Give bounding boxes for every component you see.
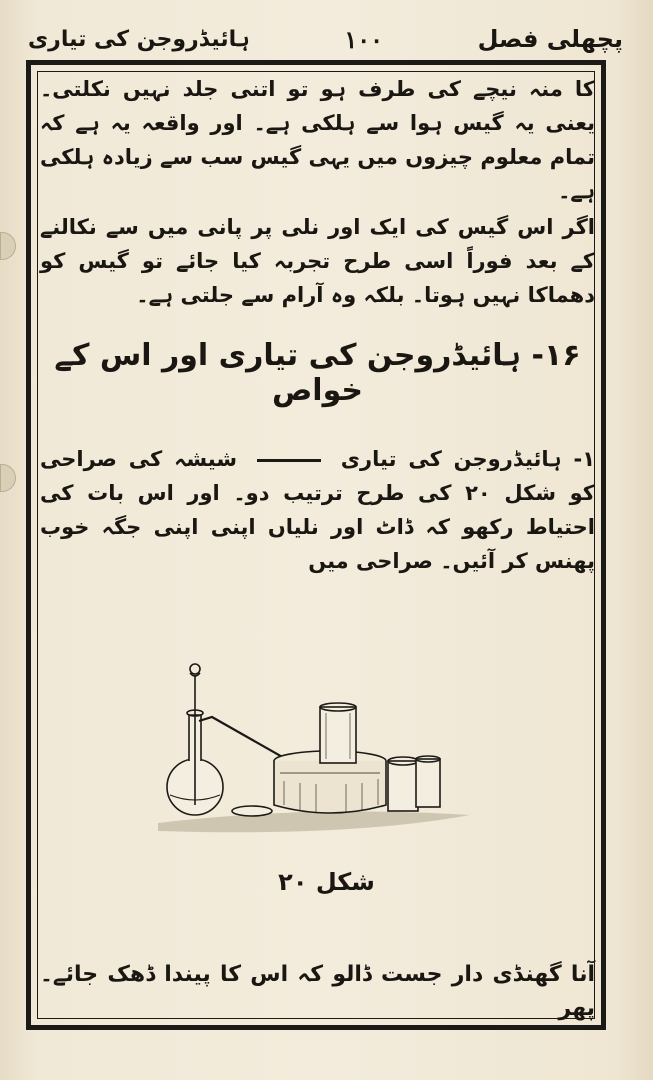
side-jar-icon	[388, 756, 440, 811]
ground-shadow	[158, 811, 470, 832]
page-header	[28, 22, 623, 56]
dash-separator	[257, 459, 321, 462]
bottom-paragraph: آنا گھنڈی دار جست ڈالو کہ اس کا پیندا ڈھک جائے۔ پھر	[40, 962, 595, 1021]
preparation-paragraph	[40, 442, 595, 578]
figure-caption: شکل ۲۰	[278, 868, 375, 896]
apparatus-illustration	[150, 655, 480, 845]
preparation-text: شیشہ کی صراحی کو شکل ۲۰ کی طرح ترتیب دو۔ اور اس بات کی احتیاط رکھو کہ ڈاٹ اور نلیاں اپنی اپنی جگہ خوب پھنس کر آئیں۔ صراحی میں	[40, 447, 595, 573]
binding-edge-mark	[0, 232, 16, 260]
section-heading: ۱۶- ہائیڈروجن کی تیاری اور اس کے خواص	[54, 338, 581, 408]
preparation-lead: ۱- ہائیڈروجن کی تیاری	[340, 447, 596, 471]
dish-icon	[232, 806, 272, 816]
binding-edge-mark	[0, 464, 16, 492]
chapter-label: پچھلی فصل	[477, 25, 623, 53]
page-body	[40, 70, 595, 578]
intro-paragraph-2: اگر اس گیس کی ایک اور نلی پر پانی میں سے نکالنے کے بعد فوراً اسی طرح تجربہ کیا جائے تو گیس کو دھماکا نہیں ہوتا۔ بلکہ وہ آرام سے جلتی ہے۔	[40, 215, 595, 307]
gas-jar-icon	[320, 703, 356, 763]
intro-paragraph-1: کا منہ نیچے کی طرف ہو تو اتنی جلد نہیں نکلتی۔ یعنی یہ گیس ہوا سے ہلکی ہے۔ اور واقعہ یہ ہے کہ تمام معلوم چیزوں میں یہی گیس سب سے زیادہ ہلکی ہے۔	[40, 77, 595, 203]
page-number: ۱۰۰	[344, 24, 384, 54]
running-title: ہائیڈروجن کی تیاری	[28, 26, 250, 52]
